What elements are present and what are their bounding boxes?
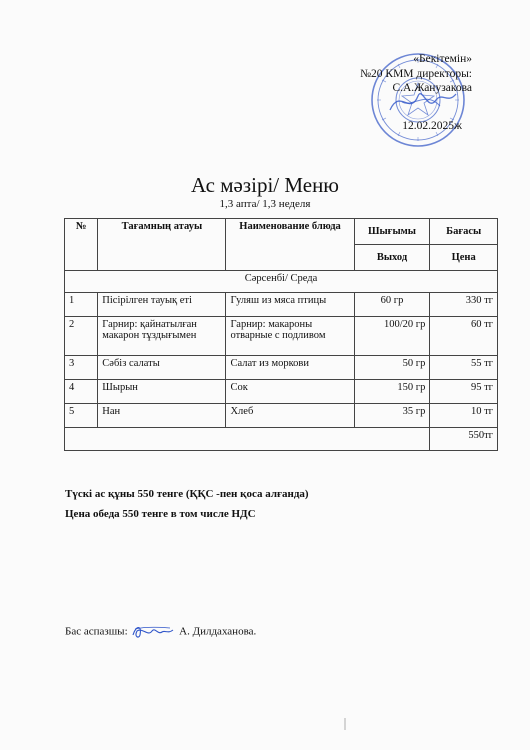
row-price: 10 тг [430,404,498,428]
page-title: Ас мәзірі/ Меню [190,173,339,197]
chef-signature [130,623,176,641]
row-name-ru: Салат из моркови [226,356,354,380]
table-header-row [65,219,498,245]
row-output: 150 гр [354,380,430,404]
table-row [65,380,498,404]
header-name-kz: Тағамның атауы [98,219,226,271]
row-name-ru: Гуляш из мяса птицы [226,293,354,317]
total-row [65,428,498,451]
approval-date: 12.02.2025ж [402,120,462,132]
row-name-ru: Хлеб [226,404,354,428]
chef-name: А. Дилдаханова. [179,625,257,638]
menu-table [64,218,498,451]
header-output-ru: Выход [354,245,430,271]
row-output: 35 гр [354,404,430,428]
row-output: 60 гр [354,293,430,317]
price-note-ru: Цена обеда 550 тенге в том числе НДС [65,508,256,520]
price-note-kz: Түскі ас құны 550 тенге (ҚҚС -пен қоса алғанда) [65,488,309,500]
chef-signature-line [65,623,256,641]
table-row [65,356,498,380]
row-price: 60 тг [430,317,498,356]
header-price-kz: Бағасы [430,219,498,245]
chef-label: Бас аспазшы: [65,625,128,638]
header-num: № [65,219,98,271]
table-row [65,317,498,356]
row-name-kz: Нан [98,404,226,428]
table-row [65,293,498,317]
row-name-kz: Гарнир: қайнатылған макарон тұздығымен [98,317,226,356]
row-name-ru: Сок [226,380,354,404]
scan-mark [342,718,348,730]
row-num: 2 [65,317,98,356]
row-num: 3 [65,356,98,380]
row-price: 55 тг [430,356,498,380]
table-row [65,404,498,428]
approval-director-name: С.А.Жанузакова [392,82,472,94]
row-output: 100/20 гр [354,317,430,356]
row-name-kz: Шырын [98,380,226,404]
total-value: 550тг [430,428,498,451]
row-price: 330 тг [430,293,498,317]
approval-position: №20 КММ директоры: [360,67,472,80]
approval-block [360,52,472,132]
day-label: Сәрсенбі/ Среда [65,271,498,293]
row-output: 50 гр [354,356,430,380]
row-num: 5 [65,404,98,428]
header-price-ru: Цена [430,245,498,271]
page-subtitle: 1,3 апта/ 1,3 неделя [219,198,311,210]
approval-heading: «Бекітемін» [413,53,472,65]
row-name-kz: Сәбіз салаты [98,356,226,380]
header-output-kz: Шығымы [354,219,430,245]
total-spacer [65,428,430,451]
day-row [65,271,498,293]
header-name-ru: Наименование блюда [226,219,354,271]
row-price: 95 тг [430,380,498,404]
row-num: 4 [65,380,98,404]
row-name-ru: Гарнир: макароны отварные с подливом [226,317,354,356]
row-num: 1 [65,293,98,317]
row-name-kz: Пісірілген тауық еті [98,293,226,317]
